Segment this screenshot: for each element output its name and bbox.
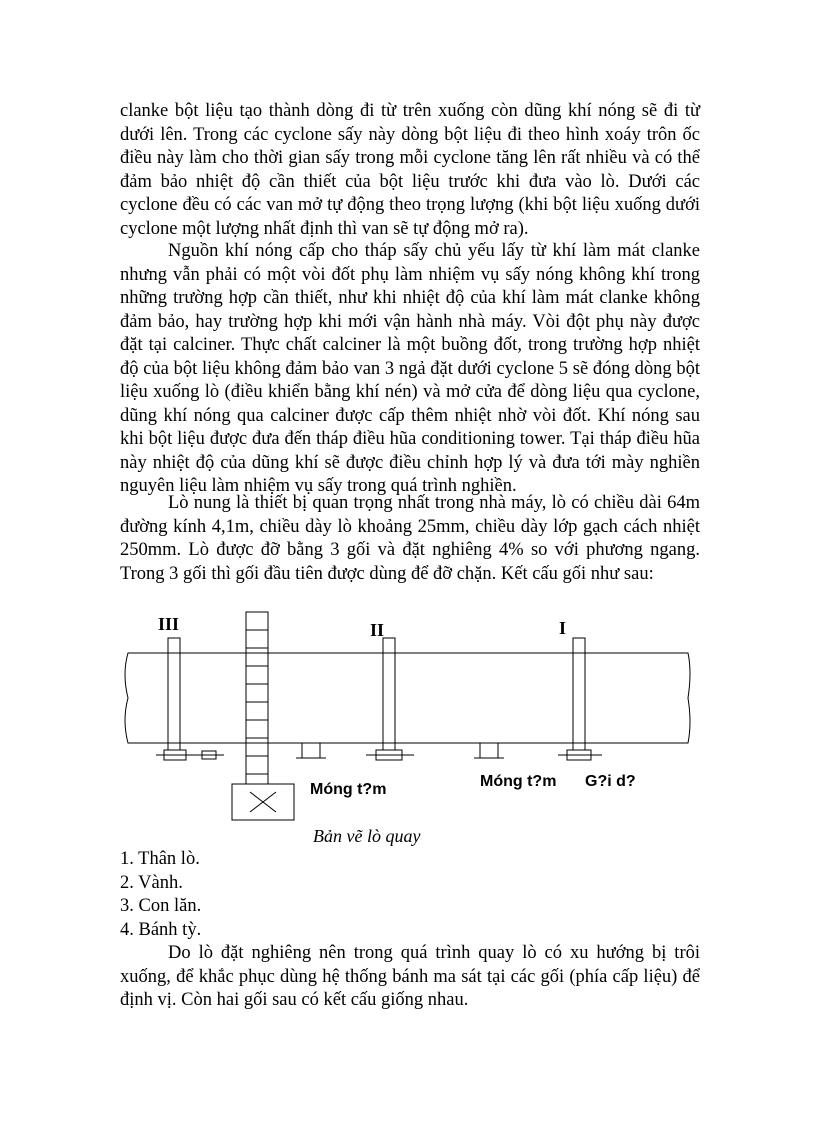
support-label-II: II (370, 620, 385, 640)
list-item: 4. Bánh tỳ. (120, 919, 202, 940)
support-label-III: III (158, 614, 180, 634)
paragraph-text: clanke bột liệu tạo thành dòng đi từ trên xuống còn dũng khí nóng sẽ đi từ dưới lên. Trong các cyclone sấy này dòng bột liệu đi theo hình xoáy trôn ốc điều này làm cho thời gian sấy trong mỗi cyclone tăng lên rất nhiều và có thể đảm bảo nhiệt độ cần thiết của bột liệu trước khi đưa vào lò. Dưới các cyclone đều có các van mở tự động theo trọng lượng (khi bột liệu xuống dưới cyclone một lượng nhất định thì van sẽ tự động mở ra). (120, 101, 700, 239)
support-ring-II (383, 638, 395, 750)
closing-paragraph (120, 942, 700, 1013)
roller-bearing-III (156, 750, 224, 760)
list-item: 2. Vành. (120, 872, 183, 893)
paragraph-3 (120, 492, 700, 586)
drive-motor-box (232, 784, 294, 820)
kiln-shell (125, 653, 690, 743)
foundation-label-2: Móng t?m (480, 773, 557, 790)
bearing-label: G?i d? (585, 773, 636, 790)
foundation-label-1: Móng t?m (310, 781, 387, 798)
paragraph-2 (120, 240, 700, 499)
component-list (120, 848, 201, 942)
paragraph-text: Lò nung là thiết bị quan trọng nhất trong nhà máy, lò có chiều dài 64m đường kính 4,1m, chiều dày lò khoảng 25mm, chiều dày lớp gạch cách nhiệt 250mm. Lò được đỡ bằng 3 gối và đặt nghiêng 4% so với phương ngang. Trong 3 gối thì gối đầu tiên được dùng để đỡ chặn. Kết cấu gối như sau: (120, 493, 700, 584)
paragraph-text: Nguồn khí nóng cấp cho tháp sấy chủ yếu lấy từ khí làm mát clanke nhưng vẫn phải có một vòi đốt phụ làm nhiệm vụ sấy nóng không khí trong những trường hợp cần thiết, như khi nhiệt độ của khí làm mát clanke không đảm bảo, hay trường hợp khi mới vận hành nhà máy. Vòi đột phụ này được đặt tại calciner. Thực chất calciner là một buồng đốt, trong trường hợp nhiệt độ của bột liệu không đảm bảo van 3 ngả đặt dưới cyclone 5 sẽ đóng dòng bột liệu xuống lò (điều khiển bằng khí nén) và mở cửa để dòng liệu qua cyclone, dũng khí nóng qua calciner được cấp thêm nhiệt nhờ vòi đốt. Khí nóng sau khi bột liệu được đưa đến tháp điều hũa conditioning tower. Tại tháp điều hũa này nhiệt độ của dũng khí sẽ được điều chỉnh hợp lý và đưa tới mày nghiền nguyên liệu làm nhiệm vụ sấy trong quá trình nghiền. (120, 241, 700, 496)
figure-caption: Bản vẽ lò quay (313, 826, 421, 846)
list-item: 1. Thân lò. (120, 849, 200, 869)
rotary-kiln-drawing (118, 608, 698, 823)
list-item: 3. Con lăn. (120, 896, 202, 916)
roller-bearing-II (366, 750, 414, 760)
paragraph-1 (120, 100, 700, 241)
roller-bearing-I (558, 750, 602, 760)
girth-gear-ladder (246, 612, 268, 784)
paragraph-text: Do lò đặt nghiêng nên trong quá trình quay lò có xu hướng bị trôi xuống, để khắc phục dùng hệ thống bánh ma sát tại các gối (phía cấp liệu) để định vị. Còn hai gối sau có kết cấu giống nhau. (120, 943, 700, 1010)
support-label-I: I (559, 618, 567, 638)
support-ring-I (573, 638, 585, 750)
foundation-plate-1 (296, 743, 326, 758)
foundation-plate-2 (474, 743, 504, 758)
support-ring-III (168, 638, 180, 750)
